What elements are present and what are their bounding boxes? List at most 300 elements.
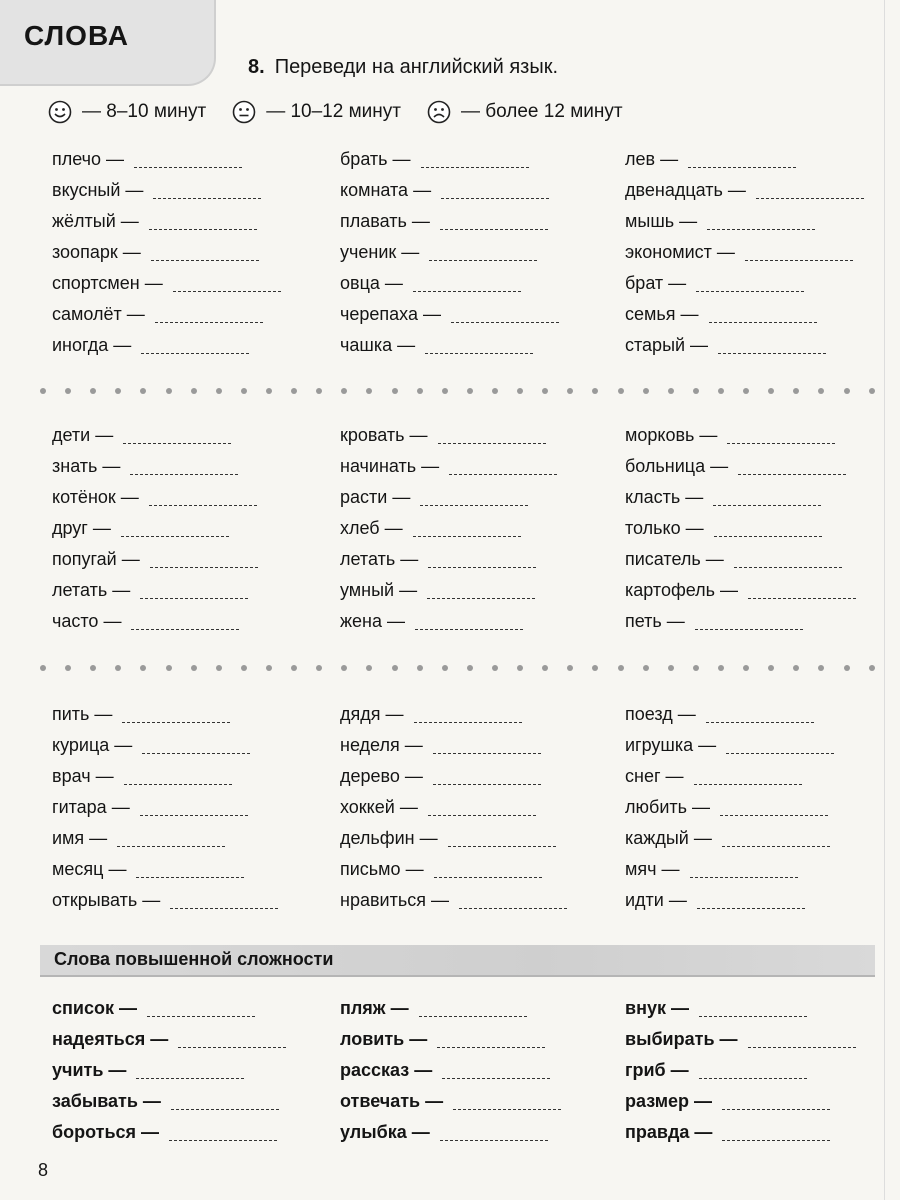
word-column (625, 699, 834, 916)
word-label: дельфин — (340, 828, 438, 848)
word-item (340, 299, 559, 330)
word-item (340, 175, 559, 206)
word-column (52, 993, 286, 1148)
word-column (625, 144, 864, 361)
word-item (52, 206, 281, 237)
word-item (625, 1117, 856, 1148)
answer-blank[interactable] (707, 213, 815, 230)
word-label: спортсмен — (52, 273, 163, 293)
answer-blank[interactable] (699, 1062, 807, 1079)
word-column (340, 699, 567, 916)
word-item (52, 993, 286, 1024)
word-item (52, 237, 281, 268)
word-item (625, 730, 834, 761)
word-label: летать — (52, 580, 131, 600)
answer-blank[interactable] (440, 1124, 548, 1141)
divider-dot (567, 665, 573, 671)
word-label: комната — (340, 180, 432, 200)
divider-dot (492, 665, 498, 671)
page-edge-line (884, 0, 885, 1200)
word-item (340, 1024, 561, 1055)
answer-blank[interactable] (738, 458, 846, 475)
word-label: знать — (52, 456, 121, 476)
word-label: идти — (625, 890, 687, 910)
word-item (625, 1055, 856, 1086)
word-item (52, 699, 278, 730)
word-item (625, 1024, 856, 1055)
word-item (52, 1086, 286, 1117)
divider-dot (467, 665, 473, 671)
answer-blank[interactable] (688, 151, 796, 168)
word-item (340, 885, 567, 916)
divider-dot (542, 388, 548, 394)
answer-blank[interactable] (136, 861, 244, 878)
word-item (625, 268, 864, 299)
divider-dot (266, 665, 272, 671)
word-label: овца — (340, 273, 403, 293)
timing-legend (48, 98, 623, 126)
divider-dot (216, 665, 222, 671)
answer-blank[interactable] (720, 799, 828, 816)
divider-dot (517, 388, 523, 394)
divider-dot (341, 665, 347, 671)
divider-dot (65, 388, 71, 394)
word-label: рассказ — (340, 1060, 433, 1080)
word-item (52, 144, 281, 175)
answer-blank[interactable] (427, 582, 535, 599)
word-item (52, 606, 258, 637)
divider-dot (818, 665, 824, 671)
word-item (625, 761, 834, 792)
word-label: старый — (625, 335, 709, 355)
word-item (625, 237, 864, 268)
word-item (52, 575, 258, 606)
word-label: летать — (340, 549, 419, 569)
answer-blank[interactable] (722, 1093, 830, 1110)
divider-dot (291, 665, 297, 671)
word-item (52, 268, 281, 299)
timing-item-fast (48, 100, 206, 124)
divider-dot (90, 665, 96, 671)
word-label: ученик — (340, 242, 420, 262)
word-label: неделя — (340, 735, 423, 755)
answer-blank[interactable] (441, 182, 549, 199)
divider-dot (618, 665, 624, 671)
word-item (340, 144, 559, 175)
answer-blank[interactable] (134, 151, 242, 168)
word-item (625, 823, 834, 854)
word-item (625, 885, 834, 916)
answer-blank[interactable] (136, 1062, 244, 1079)
answer-blank[interactable] (425, 337, 533, 354)
word-column (340, 993, 561, 1148)
word-item (625, 606, 856, 637)
answer-blank[interactable] (438, 427, 546, 444)
word-label: правда — (625, 1122, 713, 1142)
word-column (625, 993, 856, 1148)
divider-dot (216, 388, 222, 394)
divider-dot (166, 388, 172, 394)
word-item (340, 575, 557, 606)
divider-dot (266, 388, 272, 394)
answer-blank[interactable] (713, 489, 821, 506)
answer-blank[interactable] (124, 768, 232, 785)
answer-blank[interactable] (722, 1124, 830, 1141)
word-label: умный — (340, 580, 418, 600)
answer-blank[interactable] (131, 613, 239, 630)
answer-blank[interactable] (451, 306, 559, 323)
word-column (340, 144, 559, 361)
answer-blank[interactable] (122, 706, 230, 723)
word-item (625, 330, 864, 361)
divider-dot (366, 665, 372, 671)
word-item (625, 144, 864, 175)
answer-blank[interactable] (140, 582, 248, 599)
divider-dot (818, 388, 824, 394)
answer-blank[interactable] (155, 306, 263, 323)
divider-dot (743, 388, 749, 394)
answer-blank[interactable] (151, 244, 259, 261)
word-label: внук — (625, 998, 689, 1018)
word-label: черепаха — (340, 304, 441, 324)
word-item (52, 482, 258, 513)
word-item (52, 761, 278, 792)
word-label: часто — (52, 611, 122, 631)
word-item (340, 699, 567, 730)
word-item (340, 513, 557, 544)
answer-blank[interactable] (440, 213, 548, 230)
word-label: самолёт — (52, 304, 145, 324)
answer-blank[interactable] (745, 244, 853, 261)
word-label: петь — (625, 611, 685, 631)
word-item (52, 513, 258, 544)
word-item (52, 823, 278, 854)
word-label: открывать — (52, 890, 161, 910)
word-item (340, 420, 557, 451)
page-number: 8 (38, 1160, 49, 1180)
word-item (340, 792, 567, 823)
answer-blank[interactable] (123, 427, 231, 444)
word-item (340, 482, 557, 513)
divider-dot (668, 388, 674, 394)
word-label: кровать — (340, 425, 428, 445)
answer-blank[interactable] (142, 737, 250, 754)
word-item (52, 544, 258, 575)
answer-blank[interactable] (141, 337, 249, 354)
word-item (52, 175, 281, 206)
word-label: хоккей — (340, 797, 418, 817)
divider-dot (191, 388, 197, 394)
answer-blank[interactable] (428, 799, 536, 816)
word-item (340, 544, 557, 575)
word-label: хлеб — (340, 518, 403, 538)
answer-blank[interactable] (748, 582, 856, 599)
answer-blank[interactable] (414, 706, 522, 723)
divider-dot (668, 665, 674, 671)
answer-blank[interactable] (130, 458, 238, 475)
divider-dot (191, 665, 197, 671)
word-item (625, 513, 856, 544)
answer-blank[interactable] (169, 1124, 277, 1141)
word-label: дети — (52, 425, 114, 445)
word-label: снег — (625, 766, 684, 786)
answer-blank[interactable] (413, 520, 521, 537)
divider-dot (592, 388, 598, 394)
word-label: учить — (52, 1060, 127, 1080)
word-label: двенадцать — (625, 180, 746, 200)
neutral-face-icon (232, 100, 256, 124)
word-item (625, 206, 864, 237)
answer-blank[interactable] (442, 1062, 550, 1079)
word-item (340, 237, 559, 268)
word-item (625, 544, 856, 575)
answer-blank[interactable] (690, 861, 798, 878)
answer-blank[interactable] (415, 613, 523, 630)
dotted-divider (40, 386, 875, 396)
answer-blank[interactable] (149, 489, 257, 506)
word-label: бороться — (52, 1122, 160, 1142)
divider-dot (542, 665, 548, 671)
timing-label-fast: — 8–10 минут (82, 101, 207, 122)
word-label: брать — (340, 149, 411, 169)
word-item (340, 330, 559, 361)
divider-dot (693, 388, 699, 394)
timing-label-slow: — более 12 минут (460, 101, 623, 122)
word-item (340, 1055, 561, 1086)
word-label: чашка — (340, 335, 416, 355)
word-column (625, 420, 856, 637)
word-item (52, 330, 281, 361)
answer-blank[interactable] (171, 1093, 279, 1110)
word-label: выбирать — (625, 1029, 738, 1049)
answer-blank[interactable] (433, 737, 541, 754)
page-title: СЛОВА (24, 20, 129, 51)
answer-blank[interactable] (722, 830, 830, 847)
word-item (625, 175, 864, 206)
divider-dot (869, 665, 875, 671)
divider-dot (869, 388, 875, 394)
divider-dot (140, 388, 146, 394)
divider-dot (618, 388, 624, 394)
word-column (52, 699, 278, 916)
answer-blank[interactable] (420, 489, 528, 506)
word-item (625, 299, 864, 330)
word-label: экономист — (625, 242, 735, 262)
divider-dot (115, 388, 121, 394)
answer-blank[interactable] (448, 830, 556, 847)
word-label: имя — (52, 828, 108, 848)
answer-blank[interactable] (459, 892, 567, 909)
answer-blank[interactable] (449, 458, 557, 475)
word-item (52, 1024, 286, 1055)
word-label: ловить — (340, 1029, 428, 1049)
word-item (625, 482, 856, 513)
word-item (340, 823, 567, 854)
answer-blank[interactable] (421, 151, 529, 168)
word-item (52, 420, 258, 451)
word-label: нравиться — (340, 890, 449, 910)
word-label: зоопарк — (52, 242, 141, 262)
divider-dot (768, 665, 774, 671)
word-column (52, 144, 281, 361)
word-label: отвечать — (340, 1091, 444, 1111)
word-item (625, 451, 856, 482)
answer-blank[interactable] (706, 706, 814, 723)
answer-blank[interactable] (709, 306, 817, 323)
task-instruction (248, 56, 558, 79)
word-item (625, 792, 834, 823)
task-text: Переведи на английский язык. (274, 56, 559, 78)
word-label: забывать — (52, 1091, 161, 1111)
word-item (52, 792, 278, 823)
answer-blank[interactable] (413, 275, 521, 292)
word-label: жена — (340, 611, 406, 631)
advanced-section-bar (40, 945, 875, 977)
divider-dot (693, 665, 699, 671)
word-label: список — (52, 998, 137, 1018)
word-item (340, 451, 557, 482)
divider-dot (592, 665, 598, 671)
word-label: расти — (340, 487, 411, 507)
word-item (340, 606, 557, 637)
timing-item-slow (427, 100, 623, 124)
word-item (340, 730, 567, 761)
word-label: больница — (625, 456, 729, 476)
word-item (625, 575, 856, 606)
divider-dot (768, 388, 774, 394)
timing-item-medium (232, 100, 401, 124)
answer-blank[interactable] (437, 1031, 545, 1048)
divider-dot (442, 388, 448, 394)
divider-dot (844, 388, 850, 394)
answer-blank[interactable] (756, 182, 864, 199)
word-item (625, 420, 856, 451)
word-label: гитара — (52, 797, 130, 817)
word-label: вкусный — (52, 180, 144, 200)
word-label: мышь — (625, 211, 698, 231)
word-item (625, 854, 834, 885)
divider-dot (241, 665, 247, 671)
word-item (625, 1086, 856, 1117)
answer-blank[interactable] (140, 799, 248, 816)
answer-blank[interactable] (695, 613, 803, 630)
answer-blank[interactable] (147, 1000, 255, 1017)
answer-blank[interactable] (429, 244, 537, 261)
answer-blank[interactable] (428, 551, 536, 568)
word-item (52, 854, 278, 885)
divider-dot (115, 665, 121, 671)
answer-blank[interactable] (121, 520, 229, 537)
answer-blank[interactable] (153, 182, 261, 199)
word-item (340, 1117, 561, 1148)
word-item (52, 1117, 286, 1148)
answer-blank[interactable] (726, 737, 834, 754)
word-label: мяч — (625, 859, 680, 879)
word-item (340, 761, 567, 792)
divider-dot (291, 388, 297, 394)
word-label: брат — (625, 273, 687, 293)
word-label: гриб — (625, 1060, 689, 1080)
answer-blank[interactable] (434, 861, 542, 878)
word-item (52, 451, 258, 482)
divider-dot (417, 665, 423, 671)
divider-dot (643, 665, 649, 671)
divider-dot (40, 388, 46, 394)
answer-blank[interactable] (150, 551, 258, 568)
word-column (52, 420, 258, 637)
word-label: писатель — (625, 549, 724, 569)
answer-blank[interactable] (699, 1000, 807, 1017)
word-label: месяц — (52, 859, 127, 879)
divider-dot (366, 388, 372, 394)
answer-blank[interactable] (734, 551, 842, 568)
divider-dot (793, 388, 799, 394)
word-item (340, 993, 561, 1024)
word-label: начинать — (340, 456, 440, 476)
divider-dot (643, 388, 649, 394)
answer-blank[interactable] (696, 275, 804, 292)
word-label: семья — (625, 304, 699, 324)
word-label: пляж — (340, 998, 409, 1018)
answer-blank[interactable] (178, 1031, 286, 1048)
answer-blank[interactable] (714, 520, 822, 537)
dotted-divider (40, 663, 875, 673)
divider-dot (417, 388, 423, 394)
divider-dot (316, 665, 322, 671)
answer-blank[interactable] (149, 213, 257, 230)
word-item (52, 730, 278, 761)
sad-face-icon (427, 100, 451, 124)
word-label: письмо — (340, 859, 424, 879)
word-item (340, 1086, 561, 1117)
timing-label-medium: — 10–12 минут (266, 101, 401, 122)
answer-blank[interactable] (718, 337, 826, 354)
divider-dot (718, 388, 724, 394)
word-label: улыбка — (340, 1122, 430, 1142)
word-item (340, 854, 567, 885)
divider-dot (316, 388, 322, 394)
word-item (625, 699, 834, 730)
answer-blank[interactable] (433, 768, 541, 785)
answer-blank[interactable] (117, 830, 225, 847)
word-label: курица — (52, 735, 133, 755)
divider-dot (467, 388, 473, 394)
divider-dot (90, 388, 96, 394)
word-label: дерево — (340, 766, 423, 786)
answer-blank[interactable] (694, 768, 802, 785)
word-label: друг — (52, 518, 111, 538)
word-label: каждый — (625, 828, 712, 848)
answer-blank[interactable] (419, 1000, 527, 1017)
word-item (340, 206, 559, 237)
answer-blank[interactable] (748, 1031, 856, 1048)
word-label: класть — (625, 487, 704, 507)
word-label: любить — (625, 797, 710, 817)
word-label: иногда — (52, 335, 132, 355)
answer-blank[interactable] (453, 1093, 561, 1110)
word-label: дядя — (340, 704, 404, 724)
answer-blank[interactable] (697, 892, 805, 909)
word-label: жёлтый — (52, 211, 139, 231)
answer-blank[interactable] (173, 275, 281, 292)
answer-blank[interactable] (727, 427, 835, 444)
divider-dot (567, 388, 573, 394)
answer-blank[interactable] (170, 892, 278, 909)
word-item (625, 993, 856, 1024)
divider-dot (492, 388, 498, 394)
section-header-tab (0, 0, 216, 86)
word-column (340, 420, 557, 637)
